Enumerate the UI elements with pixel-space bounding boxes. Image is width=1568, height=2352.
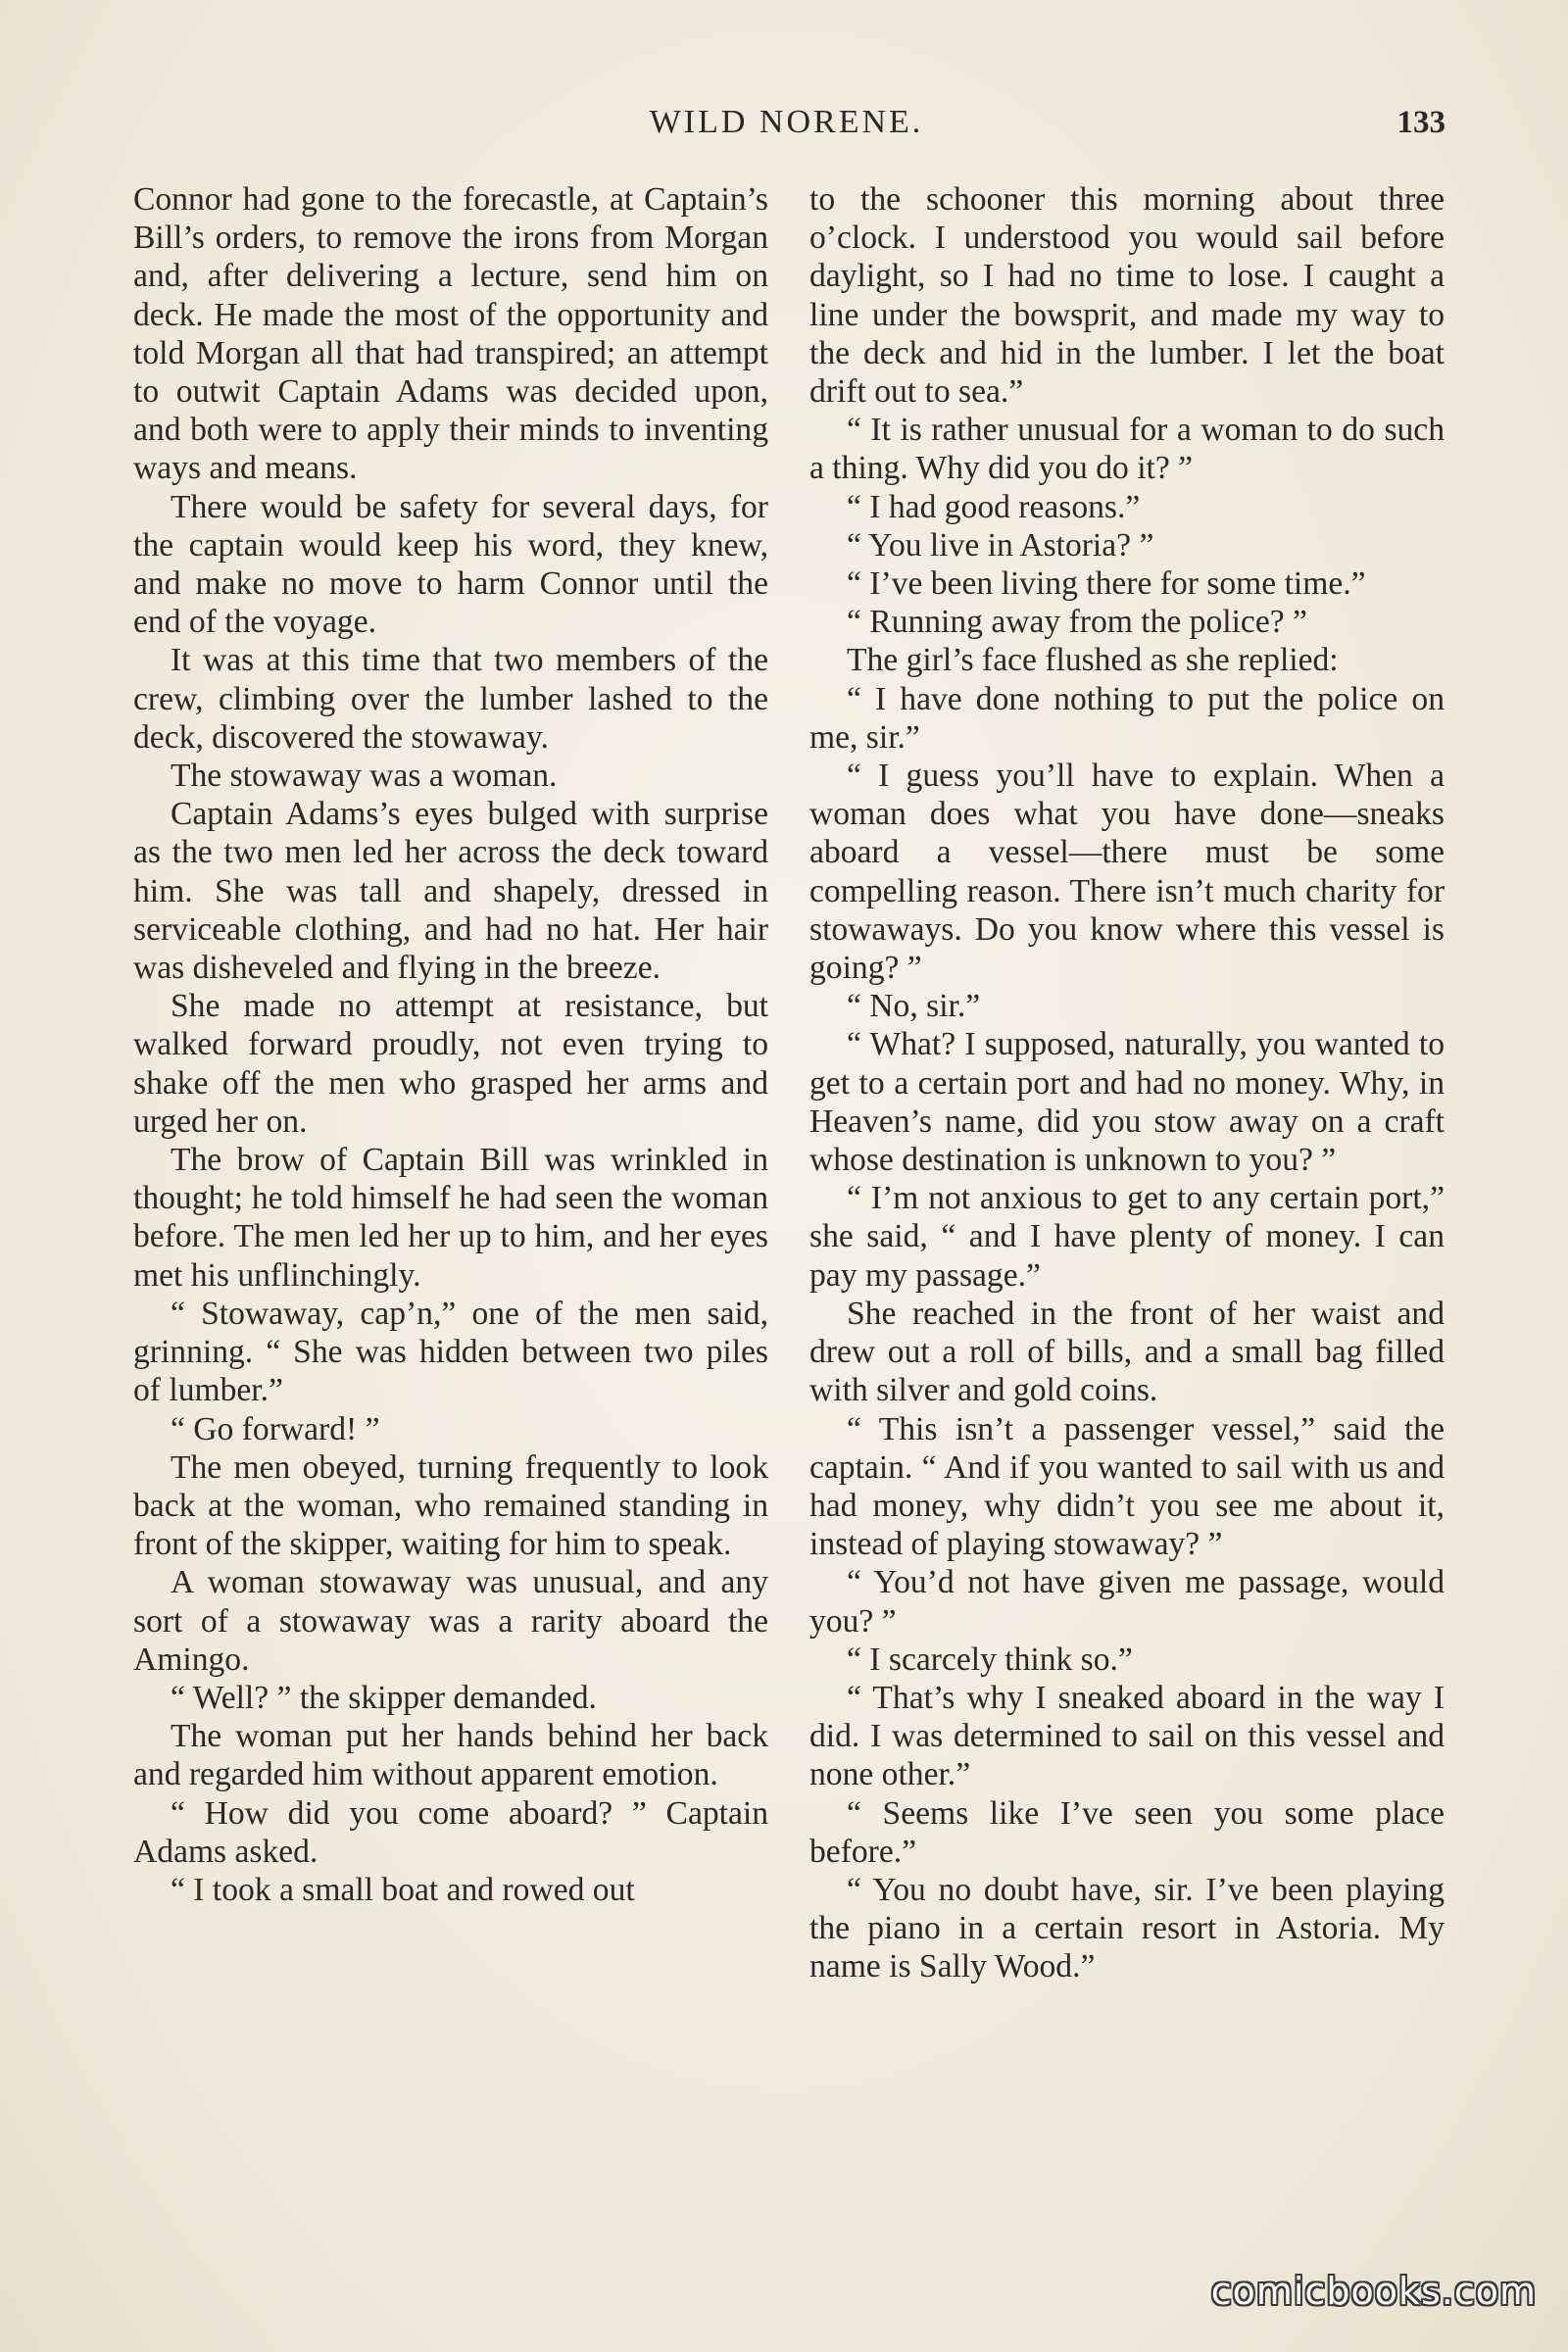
paragraph: “ This isn’t a passenger vessel,” said the captain. “ And if you wanted to sail with us and had money, why didn’t you see me about it, instead of playing stowaway? ” [809,1410,1445,1563]
paragraph: The brow of Captain Bill was wrinkled in thought; he told himself he had seen the woman before. The men led her up to him, and her eyes met his unflinchingly. [133,1142,768,1294]
paragraph: “ I guess you’ll have to explain. When a woman does what you have done—sneaks aboard a vessel—there must be some compelling reason. There isn’t much charity for stowaways. Do you know where this vessel is going? ” [809,758,1445,987]
paragraph: “ Go forward! ” [171,1410,380,1447]
paragraph: “ How did you come aboard? ” Captain Adams asked. [133,1794,768,1870]
paragraph: “ You no doubt have, sir. I’ve been playing the piano in a certain resort in Astoria. My name is Sally Wood.” [809,1871,1445,1985]
paragraph: “ No, sir.” [847,988,981,1025]
paragraph: The stowaway was a woman. [171,758,558,795]
running-head [127,98,1446,147]
paragraph: The woman put her hands behind her back and regarded him without apparent emotion. [133,1718,768,1793]
paragraph: The men obeyed, turning frequently to look back at the woman, who remained standing in front of the skipper, waiting for him to speak. [133,1448,768,1563]
paragraph: “ What? I supposed, naturally, you wanted to get to a certain port and had no money. Why, in Heaven’s name, did you stow away on a craft whose destination is unknown to you? ” [809,1026,1445,1179]
paragraph: There would be safety for several days, for the captain would keep his word, they knew, and make no move to harm Connor until the end of the voyage. [133,488,768,641]
paragraph: She made no attempt at resistance, but walked forward proudly, not even trying to shake off the men who grasped her arms and urged her on. [133,988,768,1140]
paragraph: “ You’d not have given me passage, would you? ” [809,1564,1445,1640]
paragraph: “ It is rather unusual for a woman to do such a thing. Why did you do it? ” [809,412,1445,487]
page-number: 133 [1396,105,1446,140]
watermark: comicbooks.com [1210,2270,1537,2313]
paragraph: “ I’ve been living there for some time.” [847,565,1366,603]
paragraph: Connor had gone to the forecastle, at Captain’s Bill’s orders, to remove the irons from Morgan and, after delivering a lecture, send him on deck. He made the most of the opportunity and told Morgan all that had transpired; an attempt to outwit Captain Adams was decided upon, and both were to apply their minds to inventing ways and means. [133,181,768,487]
paragraph: “ I took a small boat and rowed out [171,1871,635,1908]
paragraph: “ I scarcely think so.” [847,1641,1133,1678]
paragraph: “ I have done nothing to put the police on me, sir.” [809,680,1445,756]
paragraph: “ Seems like I’ve seen you some place before.” [809,1794,1445,1870]
paragraph: A woman stowaway was unusual, and any sort of a stowaway was a rarity aboard the Amingo. [133,1564,768,1678]
paragraph: The girl’s face flushed as she replied: [847,642,1339,679]
paragraph: Captain Adams’s eyes bulged with surprise as the two men led her across the deck toward him. She was tall and shapely, dressed in serviceable clothing, and had no hat. Her hair was disheveled and flying in the breeze. [133,796,768,987]
page-title: WILD NORENE. [649,104,924,140]
paragraph: She reached in the front of her waist and drew out a roll of bills, and a small bag filled with silver and gold coins. [809,1295,1445,1409]
paragraph: “ I had good reasons.” [847,488,1141,525]
paragraph: “ That’s why I sneaked aboard in the way I did. I was determined to sail on this vessel and none other.” [809,1679,1445,1793]
paragraph: It was at this time that two members of the crew, climbing over the lumber lashed to the deck, discovered the stowaway. [133,642,768,756]
paragraph: “ You live in Astoria? ” [847,526,1154,564]
left-column [133,180,768,1909]
paragraph: to the schooner this morning about three o’clock. I understood you would sail before daylight, so I had no time to lose. I caught a line under the bowsprit, and made my way to the deck and hid in the lumber. I let the boat drift out to sea.” [809,181,1445,411]
paragraph: “ Stowaway, cap’n,” one of the men said, grinning. “ She was hidden between two piles of lumber.” [133,1295,768,1409]
paragraph: “ I’m not anxious to get to any certain port,” she said, “ and I have plenty of money. I can pay my passage.” [809,1180,1445,1294]
right-column [809,180,1445,1986]
paragraph: “ Well? ” the skipper demanded. [171,1679,597,1716]
paragraph: “ Running away from the police? ” [847,604,1307,641]
